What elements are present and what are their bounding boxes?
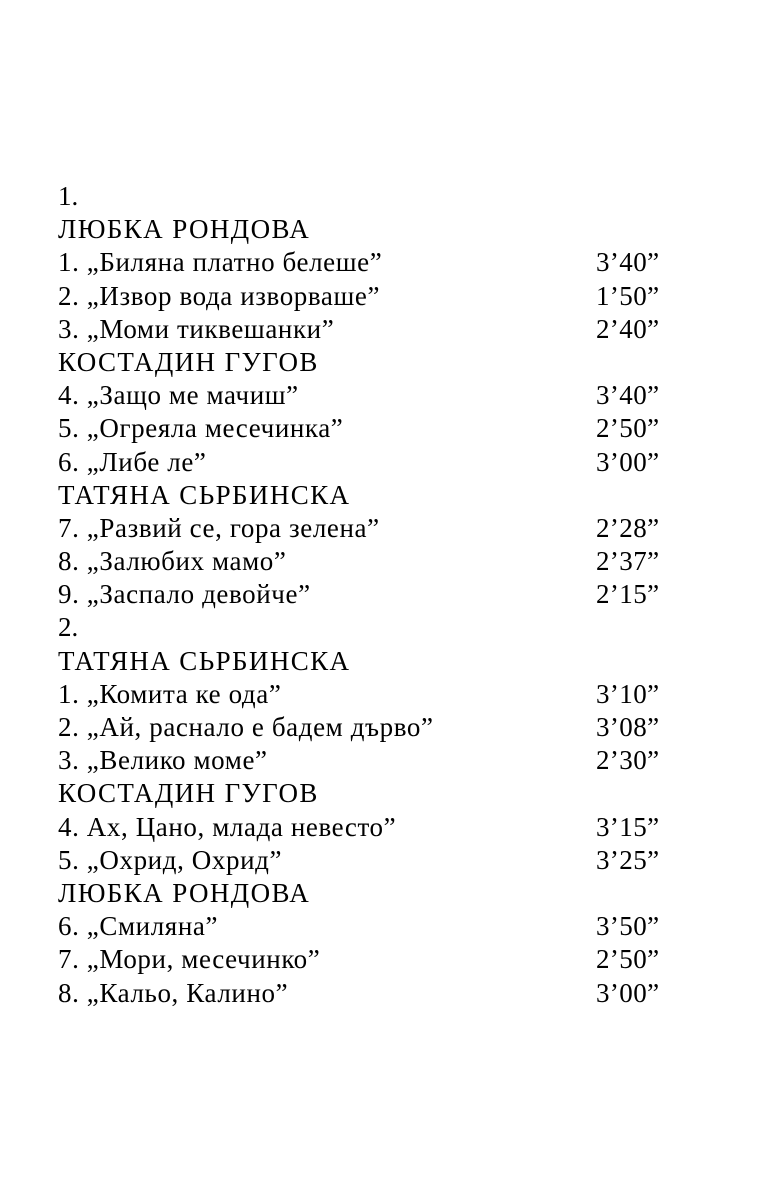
track-title: 7. „Мори, месечинко”: [58, 944, 321, 975]
side-number: 2.: [58, 612, 79, 643]
track-row: [58, 246, 698, 279]
track-duration: 3’10”: [596, 678, 660, 709]
track-title: 2. „Ай, раснало е бадем дърво”: [58, 712, 434, 742]
track-title: 1. „Комита ке ода”: [58, 678, 282, 709]
track-title: 5. „Охрид, Охрид”: [58, 844, 283, 875]
track-duration: 2’50”: [596, 944, 660, 975]
track-duration: 2’15”: [596, 579, 660, 610]
track-row: [58, 512, 698, 545]
track-row: [58, 943, 698, 976]
artist-heading: ТАТЯНА СЬРБИНСКА: [58, 479, 351, 510]
track-duration: 3’15”: [596, 811, 660, 842]
track-title: 8. „Залюбих мамо”: [58, 546, 287, 577]
track-duration: 2’40”: [596, 313, 660, 344]
track-title: 4. „Защо ме мачиш”: [58, 380, 299, 411]
track-duration: 2’37”: [596, 546, 660, 577]
track-duration: 3’40”: [596, 380, 660, 411]
track-duration: 2’28”: [596, 512, 660, 543]
artist-heading: КОСТАДИН ГУГОВ: [58, 778, 319, 809]
track-row: [58, 280, 698, 313]
track-duration: 3’00”: [596, 977, 660, 1008]
track-row: [58, 412, 698, 445]
track-duration: 3’40”: [596, 247, 660, 278]
track-row: [58, 545, 698, 578]
track-title: 6. „Либе ле”: [58, 446, 207, 477]
artist-heading: КОСТАДИН ГУГОВ: [58, 346, 319, 377]
track-duration: 3’00”: [596, 446, 660, 477]
track-duration: 2’50”: [596, 413, 660, 444]
side-number: 1.: [58, 181, 79, 211]
track-row: [58, 446, 698, 479]
track-duration: 2’30”: [596, 745, 660, 776]
track-duration: 3’25”: [596, 844, 660, 875]
track-row: [58, 744, 698, 777]
track-duration: 1’50”: [596, 280, 660, 311]
track-listing: [58, 180, 698, 1010]
track-row: [58, 678, 698, 711]
artist-heading: ЛЮБКА РОНДОВА: [58, 214, 311, 245]
track-row: [58, 379, 698, 412]
track-title: 7. „Развий се, гора зелена”: [58, 512, 380, 543]
track-title: 9. „Заспало девойче”: [58, 579, 311, 610]
track-title: 3. „Велико моме”: [58, 745, 268, 776]
track-title: 4. Ах, Цано, млада невесто”: [58, 811, 397, 842]
track-row: [58, 977, 698, 1010]
track-row: [58, 711, 698, 744]
track-title: 1. „Биляна платно белеше”: [58, 247, 383, 278]
track-duration: 3’08”: [596, 712, 660, 742]
track-title: 2. „Извор вода изворваше”: [58, 280, 381, 311]
side-label: [58, 180, 698, 213]
artist-heading: ЛЮБКА РОНДОВА: [58, 877, 311, 908]
track-duration: 3’50”: [596, 911, 660, 942]
track-row: [58, 313, 698, 346]
track-title: 8. „Кальо, Калино”: [58, 977, 289, 1008]
track-row: [58, 811, 698, 844]
artist-heading: ТАТЯНА СЬРБИНСКА: [58, 645, 351, 676]
side-label: [58, 611, 698, 644]
track-title: 6. „Смиляна”: [58, 911, 219, 942]
track-row: [58, 844, 698, 877]
track-row: [58, 578, 698, 611]
track-title: 5. „Огреяла месечинка”: [58, 413, 344, 444]
track-title: 3. „Моми тиквешанки”: [58, 313, 335, 344]
track-row: [58, 910, 698, 943]
